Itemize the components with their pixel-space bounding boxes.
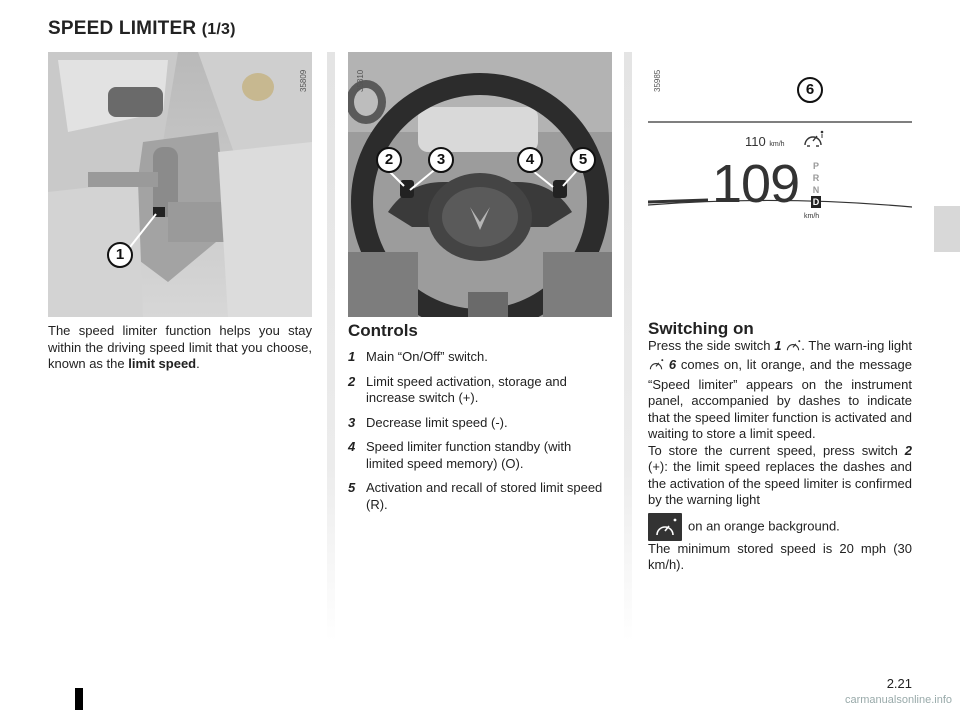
intro-paragraph: [48, 323, 312, 373]
list-item: [348, 415, 612, 432]
switching-on-paragraph-1: [648, 338, 912, 443]
gear-d-active: D: [812, 197, 820, 207]
chapter-tab: [934, 206, 960, 252]
text: (+): the limit speed replaces the dashes and the activation of the speed limiter is confirmed by the warning light: [648, 459, 912, 507]
switching-on-paragraph-2: [648, 443, 912, 509]
callout-6: 6: [797, 77, 823, 103]
switching-on-heading: Switching on: [648, 319, 754, 338]
column-divider: [624, 52, 632, 642]
controls-list: [348, 349, 612, 513]
controls-section: [348, 321, 612, 521]
intro-bold: limit speed: [128, 356, 197, 371]
switching-on-paragraph-4: The minimum stored speed is 20 mph (30 km/h).: [648, 540, 912, 572]
speed-limiter-icon: [785, 339, 801, 358]
gear-n: N: [812, 185, 820, 195]
gear-r: R: [812, 173, 820, 183]
footer-mark: [75, 688, 83, 710]
photo-code: 35985: [653, 69, 662, 92]
list-item: [348, 349, 612, 366]
controls-heading: Controls: [348, 321, 418, 340]
text: To store the current speed, press switch: [648, 442, 905, 458]
page-number: 2.21: [886, 676, 912, 691]
item-number: 5: [348, 480, 356, 495]
item-number: 2: [348, 373, 356, 389]
callout-5: 5: [570, 147, 596, 173]
intro-text: The speed limiter function helps you stay within the driving speed limit that you choose, known as the: [48, 323, 312, 371]
instrument-panel-illustration: [648, 95, 912, 235]
limit-unit: km/h: [769, 141, 785, 148]
item-number: 1: [348, 349, 356, 364]
item-number: 4: [348, 439, 356, 454]
current-speed: 109: [712, 154, 800, 214]
item-text: Activation and recall of stored limit speed (R).: [366, 480, 603, 512]
list-item: [348, 374, 612, 407]
item-text: Decrease limit speed (-).: [366, 414, 508, 430]
gear-lever-photo: [48, 52, 312, 317]
ref-1: 1: [774, 337, 782, 353]
item-number: 3: [348, 414, 356, 430]
speed-limiter-icon: [802, 129, 824, 154]
item-text: Speed limiter function standby (with limited speed memory) (O).: [366, 439, 572, 471]
item-text: Main “On/Off” switch.: [366, 349, 488, 364]
text: Press the side switch: [648, 337, 775, 353]
speed-unit: km/h: [804, 213, 820, 220]
callout-4: 4: [517, 147, 543, 173]
list-item: [348, 439, 612, 472]
text: on an orange background.: [688, 517, 840, 533]
gear-p: P: [812, 161, 819, 171]
intro-end: .: [196, 356, 200, 371]
callout-3: 3: [428, 147, 454, 173]
callout-2: 2: [376, 147, 402, 173]
callout-1: 1: [107, 242, 133, 268]
title-subtitle: (1/3): [201, 21, 236, 38]
column-divider: [327, 52, 335, 642]
list-item: [348, 480, 612, 513]
gear-indicator: [811, 160, 821, 208]
ref-2: 2: [904, 442, 912, 458]
photo-code: 35810: [356, 69, 365, 92]
steering-wheel-photo: [348, 52, 612, 317]
photo-code: 35809: [299, 69, 308, 92]
item-text: Limit speed activation, storage and increase switch (+).: [366, 373, 567, 405]
speed-limiter-active-icon: [648, 513, 682, 541]
switching-on-paragraph-3: [648, 513, 912, 541]
title-text: SPEED LIMITER: [48, 18, 197, 39]
watermark: carmanualsonline.info: [844, 694, 952, 706]
limit-value: 110: [745, 134, 766, 149]
text: . The warn-ing light: [801, 337, 912, 353]
page-title: [48, 18, 236, 40]
switching-on-section: [648, 321, 912, 574]
ref-6: 6: [668, 357, 677, 372]
speed-limiter-icon: [648, 358, 664, 377]
text: comes on, lit orange, and the message “Speed limiter” appears on the instrument panel, accompanied by dashes to indicate that the speed limiter function is activated and waiting to store a limit speed.: [648, 357, 912, 441]
